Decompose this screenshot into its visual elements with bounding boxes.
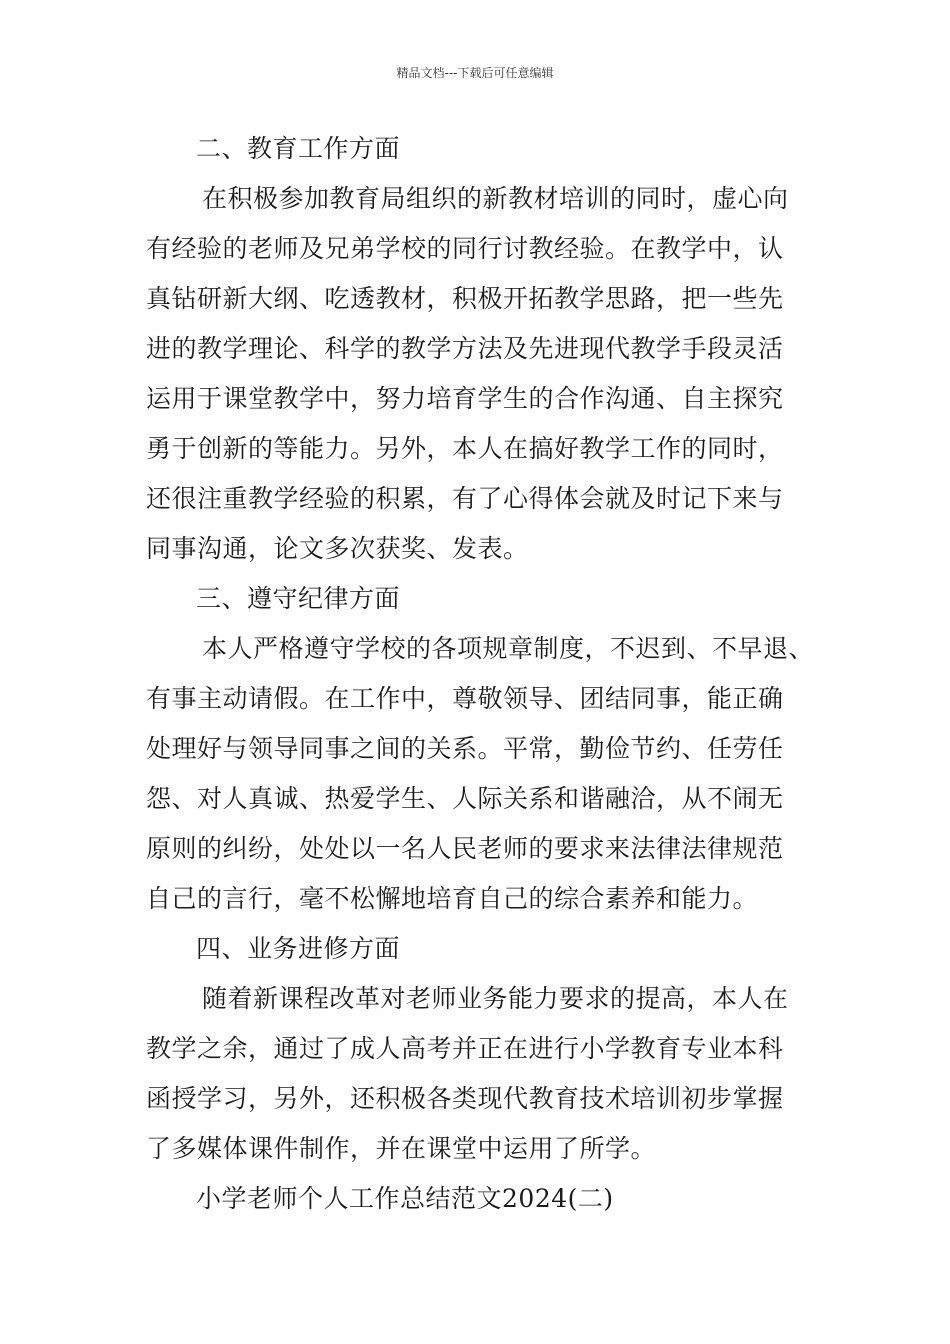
paragraph-line: 同事沟通，论文多次获奖、发表。 (146, 534, 529, 563)
document-body (146, 124, 816, 1224)
paragraph-line: 自己的言行，毫不松懈地培育自己的综合素养和能力。 (146, 884, 759, 913)
paragraph-line: 怨、对人真诚、热爱学生、人际关系和谐融洽，从不闹无 (146, 784, 784, 813)
paragraph-line: 随着新课程改革对老师业务能力要求的提高，本人在 (202, 984, 789, 1013)
paragraph-line: 真钻研新大纲、吃透教材，积极开拓教学思路，把一些先 (146, 284, 784, 313)
paragraph-line: 还很注重教学经验的积累，有了心得体会就及时记下来与 (146, 484, 784, 513)
section-heading-education: 二、教育工作方面 (196, 134, 401, 163)
section-heading-training: 四、业务进修方面 (196, 934, 401, 963)
paragraph-line: 有事主动请假。在工作中，尊敬领导、团结同事，能正确 (146, 684, 784, 713)
paragraph-line: 了多媒体课件制作，并在课堂中运用了所学。 (146, 1134, 657, 1163)
paragraph-line: 勇于创新的等能力。另外，本人在搞好教学工作的同时， (146, 434, 784, 463)
paragraph-line: 处理好与领导同事之间的关系。平常，勤俭节约、任劳任 (146, 734, 784, 763)
section-heading-discipline: 三、遵守纪律方面 (196, 584, 401, 613)
paragraph-line: 运用于课堂教学中，努力培育学生的合作沟通、自主探究 (146, 384, 784, 413)
paragraph-line: 教学之余，通过了成人高考并正在进行小学教育专业本科 (146, 1034, 784, 1063)
paragraph-line: 进的教学理论、科学的教学方法及先进现代教学手段灵活 (146, 334, 784, 363)
document-subtitle: 小学老师个人工作总结范文2024(二) (196, 1184, 614, 1213)
paragraph-line: 有经验的老师及兄弟学校的同行讨教经验。在教学中，认 (146, 234, 784, 263)
paragraph-line: 原则的纠纷，处处以一名人民老师的要求来法律法律规范 (146, 834, 784, 863)
paragraph-line: 函授学习，另外，还积极各类现代教育技术培训初步掌握 (146, 1084, 784, 1113)
paragraph-line: 在积极参加教育局组织的新教材培训的同时，虚心向 (202, 184, 789, 213)
paragraph-line: 本人严格遵守学校的各项规章制度，不迟到、不早退、 (202, 634, 815, 663)
page-header: 精品文档---下载后可任意编辑 (396, 66, 554, 80)
